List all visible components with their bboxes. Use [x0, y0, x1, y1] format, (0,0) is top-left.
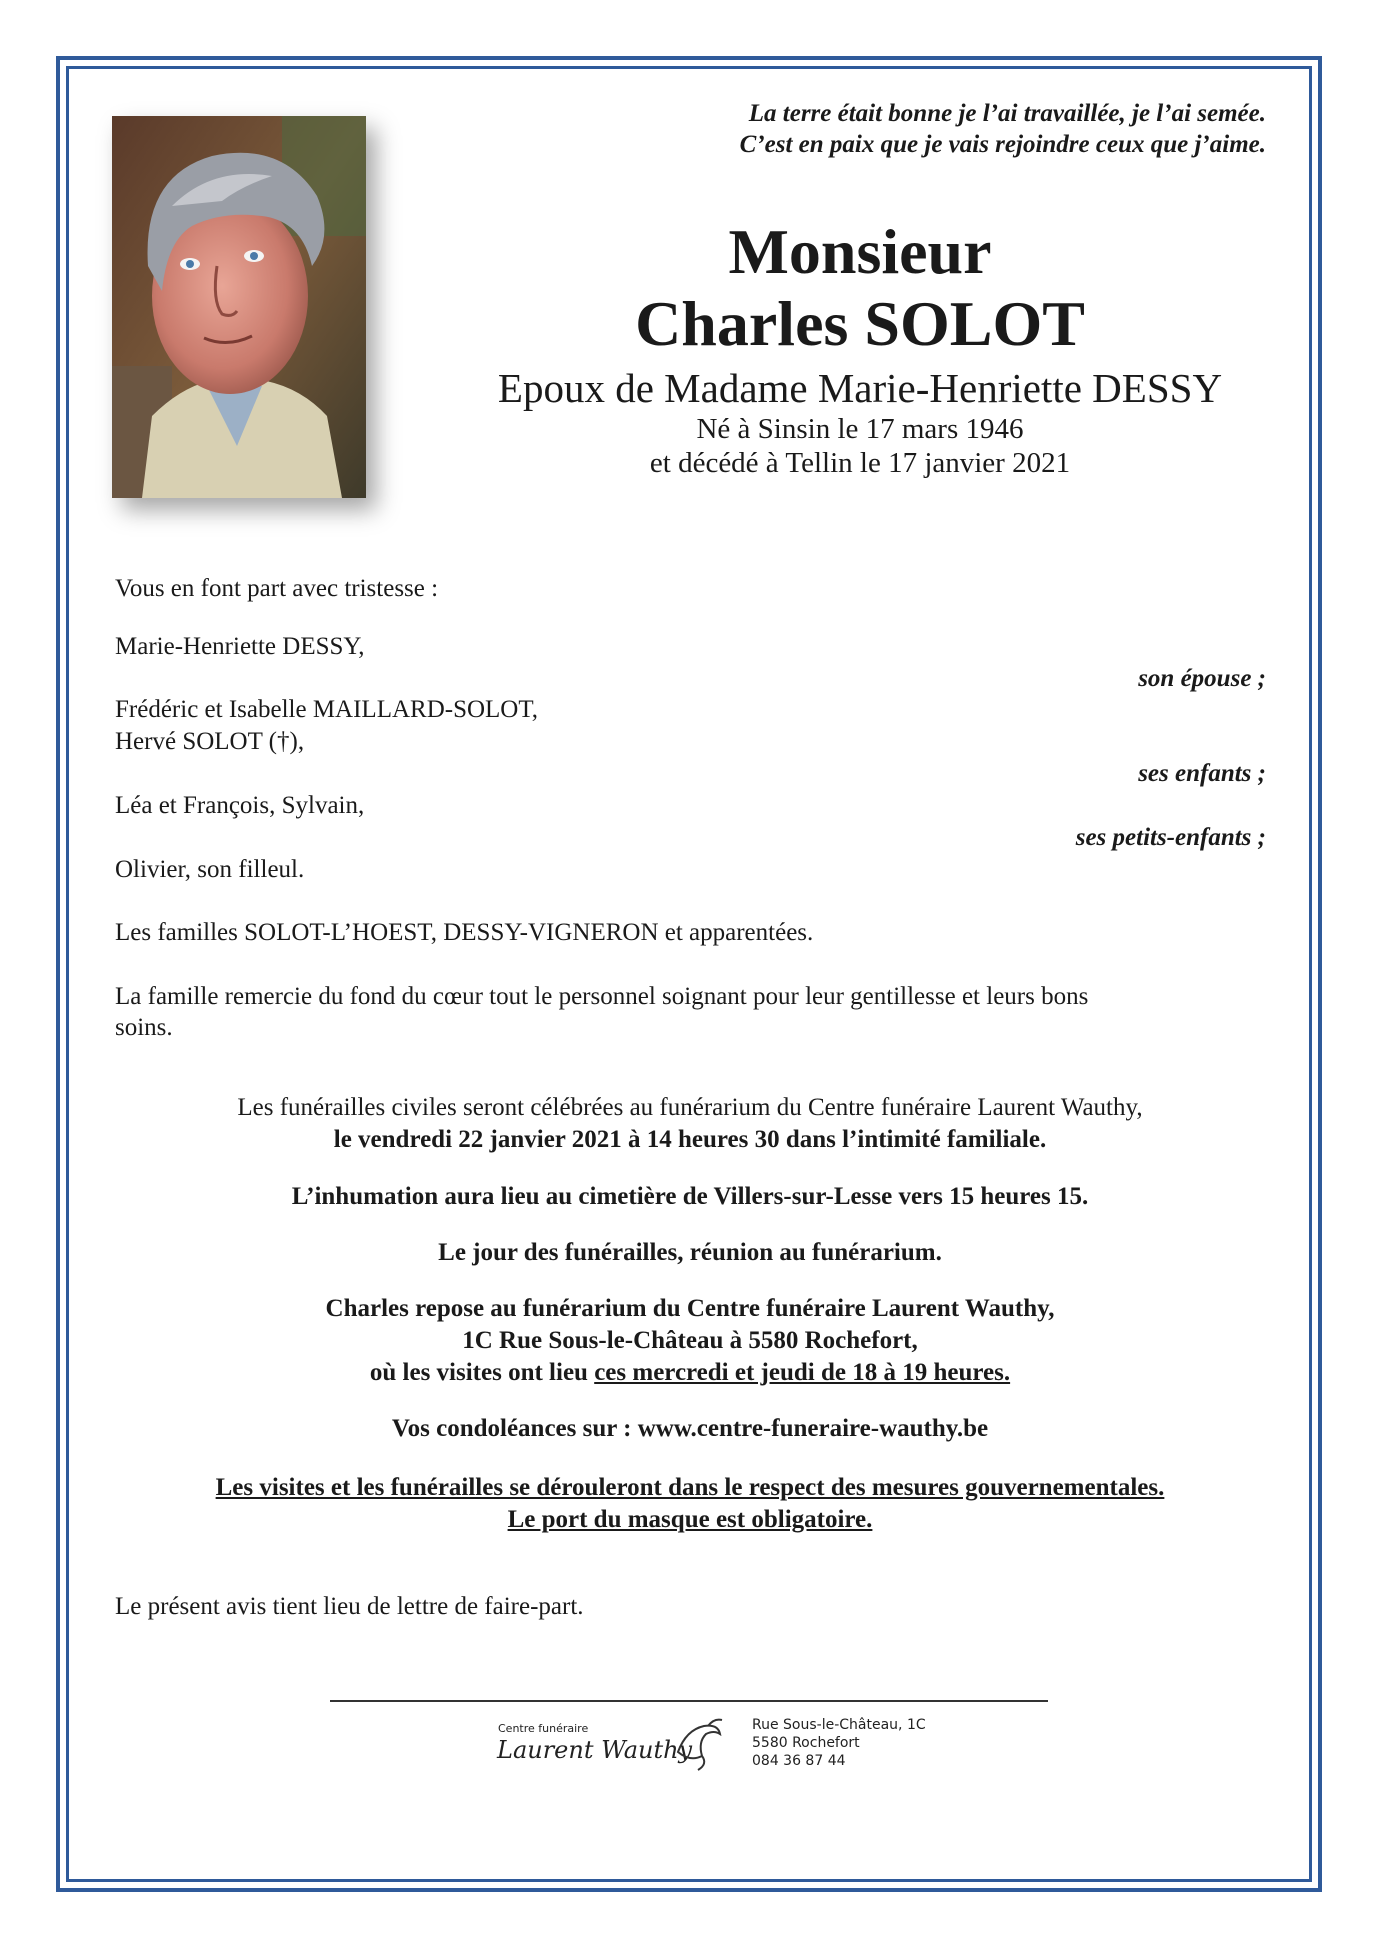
- epitaph-quote: [740, 98, 1266, 160]
- quote-line-1: La terre était bonne je l’ai travaillée, je l’ai semée.: [748, 100, 1266, 127]
- address-phone: 084 36 87 44: [752, 1753, 846, 1769]
- birth-line: Né à Sinsin le 17 mars 1946: [696, 413, 1024, 445]
- portrait-photo: [112, 116, 366, 498]
- meeting-line: Le jour des funérailles, réunion au funérarium.: [438, 1239, 942, 1266]
- funeral-line-1: Les funérailles civiles seront célébrées au funérarium du Centre funéraire Laurent Wauthy,: [237, 1094, 1143, 1121]
- spouse-line: Epoux de Madame Marie-Henriette DESSY: [497, 365, 1223, 411]
- logo-caption: Centre funéraire: [498, 1722, 589, 1735]
- deceased-name: Charles SOLOT: [635, 288, 1085, 359]
- notice-line-2: Le port du masque est obligatoire.: [507, 1506, 873, 1533]
- logo-wordmark: Laurent Wauthy: [497, 1736, 693, 1764]
- thanks-line-2: soins.: [115, 1014, 173, 1041]
- footer-divider: [330, 1700, 1048, 1702]
- visit-intro: où les visites ont lieu: [369, 1359, 595, 1386]
- lily-logo-icon: [668, 1712, 728, 1772]
- spouse-name: Marie-Henriette DESSY,: [115, 633, 365, 660]
- honorific: Monsieur: [728, 216, 992, 287]
- children-line-1: Frédéric et Isabelle MAILLARD-SOLOT,: [115, 696, 539, 723]
- rest-line-1: Charles repose au funérarium du Centre funéraire Laurent Wauthy,: [325, 1295, 1055, 1322]
- condolences-line: Vos condoléances sur : www.centre-funeraire-wauthy.be: [391, 1415, 989, 1442]
- funeral-home-address: [752, 1716, 926, 1770]
- deceased-header: [440, 216, 1280, 480]
- thanks-line-1: La famille remercie du fond du cœur tout le personnel soignant pour leur gentillesse et leurs bons: [115, 983, 1089, 1010]
- address-city: 5580 Rochefort: [752, 1735, 860, 1751]
- rest-line-2: 1C Rue Sous-le-Château à 5580 Rochefort,: [462, 1327, 918, 1354]
- spouse-relation: son épouse ;: [1138, 665, 1266, 692]
- grandchildren-relation: ses petits-enfants ;: [1075, 824, 1266, 851]
- address-street: Rue Sous-le-Château, 1C: [752, 1717, 926, 1733]
- death-line: et décédé à Tellin le 17 janvier 2021: [649, 447, 1071, 479]
- quote-line-2: C’est en paix que je vais rejoindre ceux que j’aime.: [739, 131, 1266, 158]
- family-intro: Vous en font part avec tristesse :: [115, 575, 439, 602]
- visit-times: ces mercredi et jeudi de 18 à 19 heures.: [594, 1359, 1011, 1386]
- notice-line-1: Les visites et les funérailles se dérouleront dans le respect des mesures gouvernementales.: [215, 1474, 1165, 1501]
- extended-families-line: Les familles SOLOT-L’HOEST, DESSY-VIGNERON et apparentées.: [115, 919, 814, 946]
- funeral-line-2: le vendredi 22 janvier 2021 à 14 heures 30 dans l’intimité familiale.: [333, 1126, 1047, 1153]
- children-relation: ses enfants ;: [1138, 760, 1266, 787]
- rest-line-3: [115, 1357, 1265, 1388]
- children-line-2: Hervé SOLOT (†),: [115, 728, 305, 755]
- closing-line: Le présent avis tient lieu de lettre de faire-part.: [115, 1593, 584, 1620]
- burial-line: L’inhumation aura lieu au cimetière de Villers-sur-Lesse vers 15 heures 15.: [291, 1183, 1089, 1210]
- godson-line: Olivier, son filleul.: [115, 856, 305, 883]
- grandchildren-line: Léa et François, Sylvain,: [115, 792, 365, 819]
